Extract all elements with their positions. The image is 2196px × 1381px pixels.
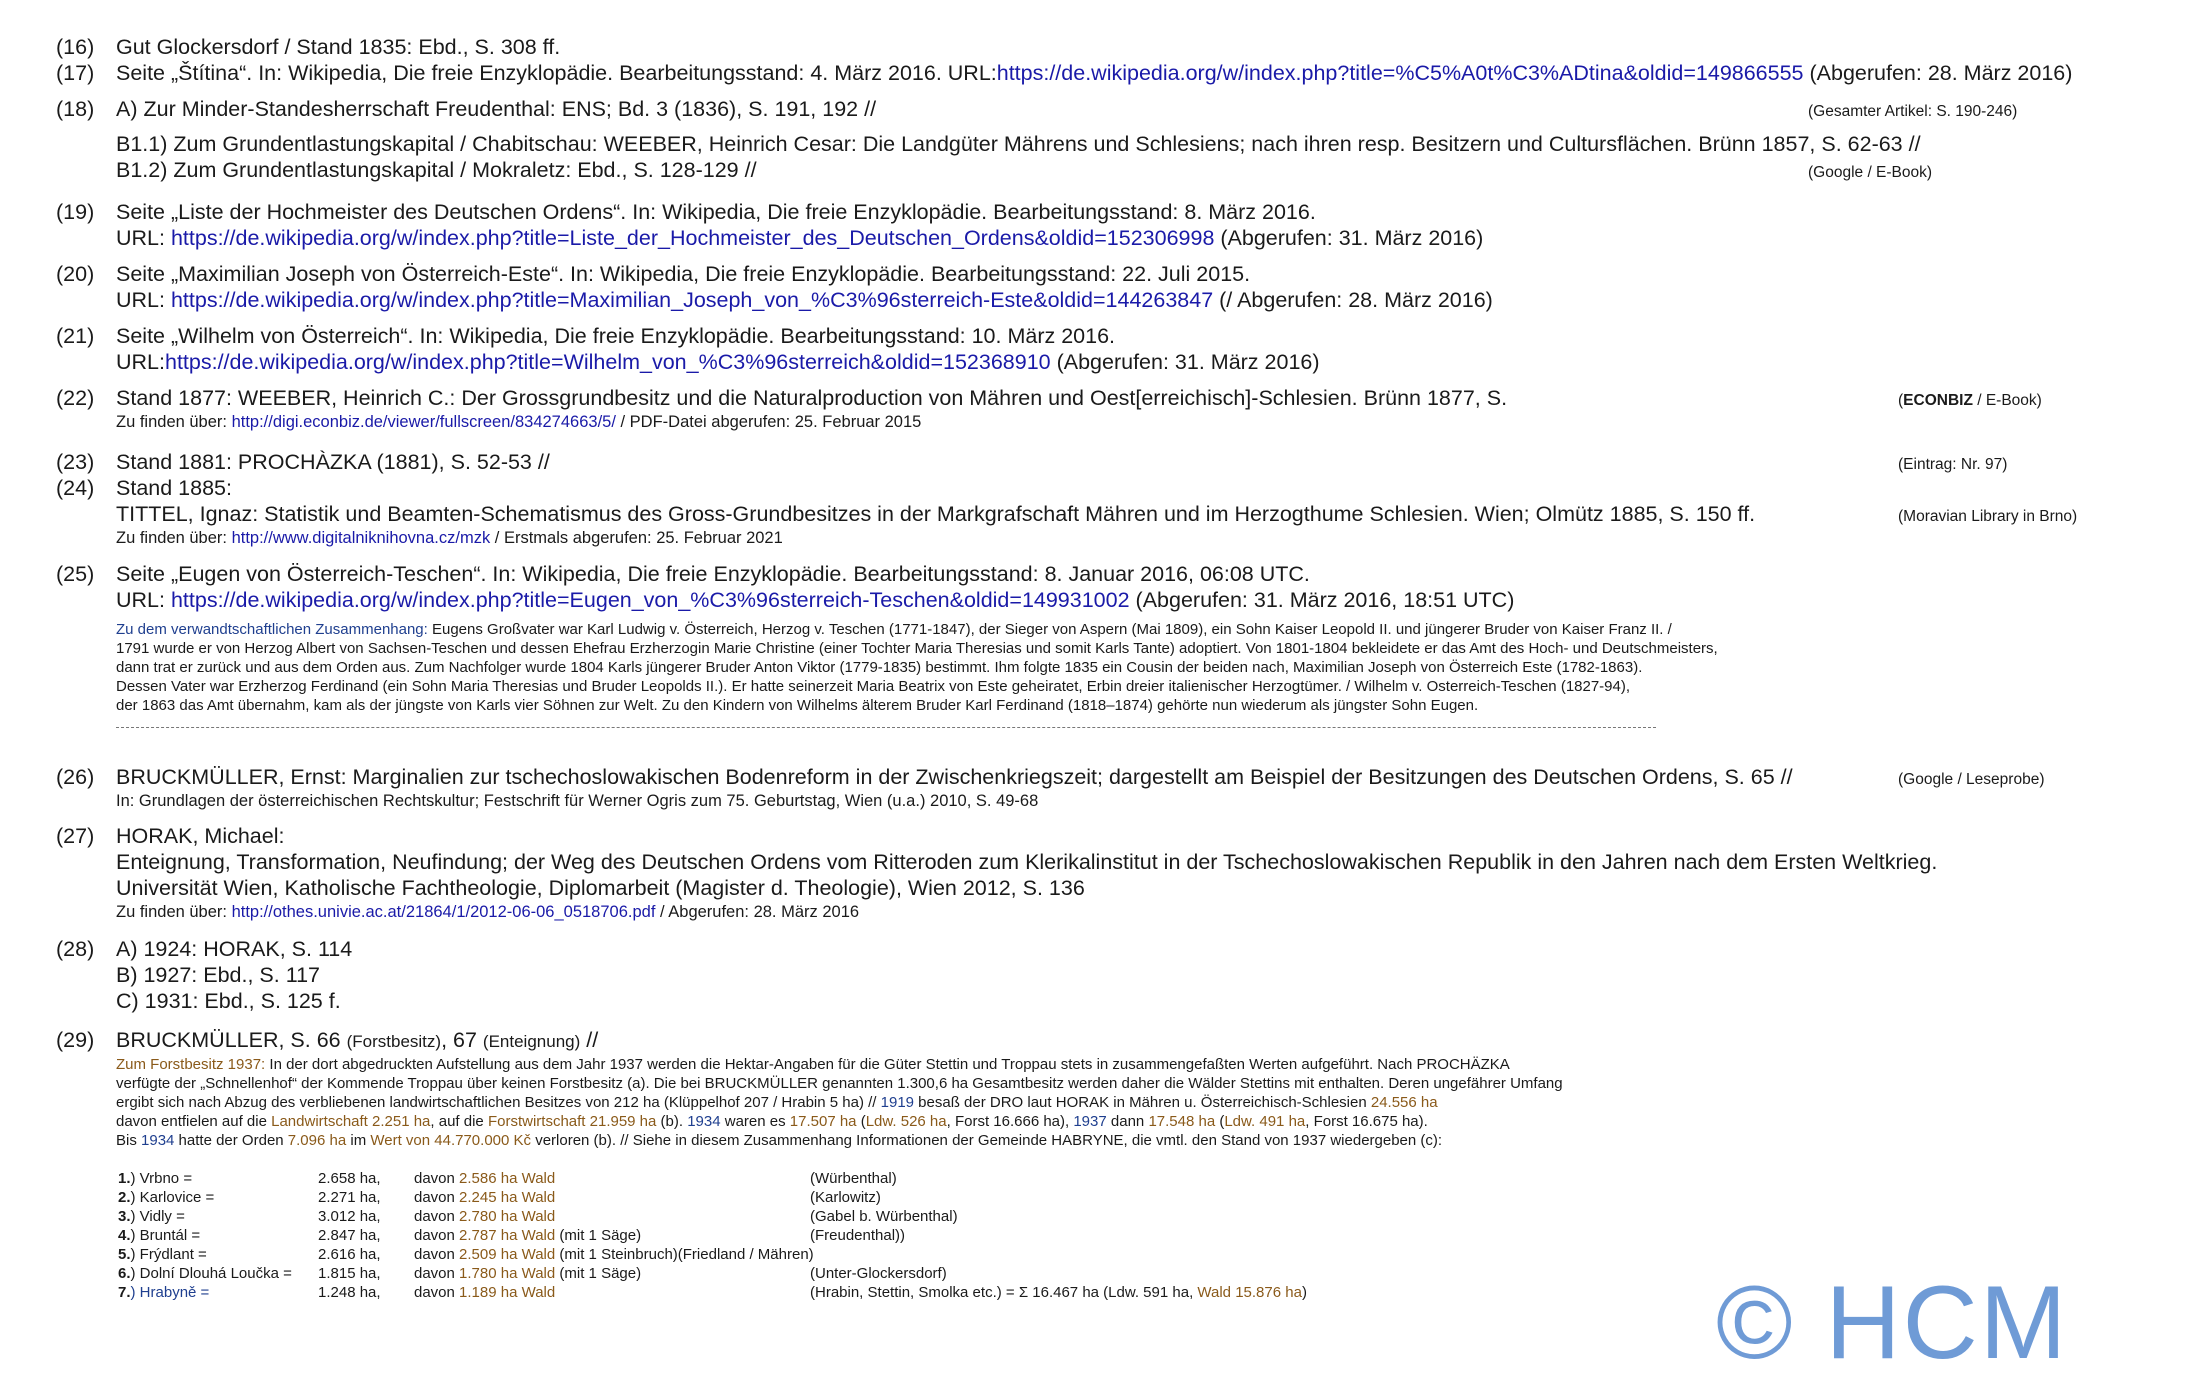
ref-text: A) Zur Minder-Standesherrschaft Freudenthal: ENS; Bd. 3 (1836), S. 191, 192 // bbox=[116, 97, 877, 121]
wikipedia-link[interactable]: https://de.wikipedia.org/w/index.php?title=Liste_der_Hochmeister_des_Deutschen_Ordens&oldid=152306998 bbox=[170, 226, 1215, 250]
ref-number: (16) bbox=[56, 35, 95, 59]
dashed-divider bbox=[116, 727, 1656, 728]
ref-text: B1.1) Zum Grundentlastungskapital / Chabitschau: WEEBER, Heinrich Cesar: Die Landgüter Mährens und Schlesiens; nach ihren resp. Besitzern und Cultursﬂächen. Brünn 1857, S. 62-63 // bbox=[116, 132, 1921, 156]
wikipedia-link[interactable]: https://de.wikipedia.org/w/index.php?title=%C5%A0t%C3%ADtina&oldid=149866555 bbox=[996, 61, 1804, 85]
table-row: 2.) Karlovice = 2.271 ha, davon 2.245 ha Wald (Karlowitz) bbox=[118, 1189, 881, 1206]
ref-number: (20) bbox=[56, 262, 95, 286]
retrieved-date: (Abgerufen: 31. März 2016, 18:51 UTC) bbox=[1129, 588, 1515, 612]
othes-link[interactable]: http://othes.univie.ac.at/21864/1/2012-06-06_0518706.pdf bbox=[231, 903, 656, 921]
url-prefix: URL: bbox=[116, 226, 171, 250]
side-note: (Gesamter Artikel: S. 190-246) bbox=[1808, 103, 2018, 120]
ref-text: TITTEL, Ignaz: Statistik und Beamten-Schematismus des Gross-Grundbesitzes in der Markgrafschaft Mähren und im Herzogthume Schlesien. Wien; Olmütz 1885, S. 150 ff. bbox=[116, 502, 1756, 526]
copyright-watermark: © HCM bbox=[1716, 1265, 2069, 1381]
ref-number: (28) bbox=[56, 937, 95, 961]
table-row: 6.) Dolní Dlouhá Loučka = 1.815 ha, davon 1.780 ha Wald (mit 1 Säge) (Unter-Glockersdorf) bbox=[118, 1265, 947, 1282]
econbiz-link[interactable]: http://digi.econbiz.de/viewer/fullscreen/834274663/5/ bbox=[231, 413, 616, 431]
ref-text: Seite „Wilhelm von Österreich“. In: Wikipedia, Die freie Enzyklopädie. Bearbeitungsstand: 10. März 2016. bbox=[116, 324, 1116, 348]
url-prefix: URL: bbox=[116, 350, 165, 374]
ref-text: Stand 1877: WEEBER, Heinrich C.: Der Grossgrundbesitz und die Naturalproduction von Mähren und Oest[erreichisch]-Schlesien. Brünn 1877, S. bbox=[116, 386, 1508, 410]
retrieved-date: (Abgerufen: 31. März 2016) bbox=[1050, 350, 1320, 374]
ref-number: (19) bbox=[56, 200, 95, 224]
wikipedia-link[interactable]: https://de.wikipedia.org/w/index.php?title=Maximilian_Joseph_von_%C3%96sterreich-Este&oldid=144263847 bbox=[170, 288, 1214, 312]
ref-text: Seite „Štítina“. In: Wikipedia, Die freie Enzyklopädie. Bearbeitungsstand: 4. März 2016. URL: bbox=[116, 61, 997, 85]
ref-number: (23) bbox=[56, 450, 95, 474]
note-label: Zum Forstbesitz 1937: bbox=[116, 1056, 266, 1073]
ref-text: Gut Glockersdorf / Stand 1835: Ebd., S. 308 ff. bbox=[116, 35, 561, 59]
wikipedia-link[interactable]: https://de.wikipedia.org/w/index.php?title=Eugen_von_%C3%96sterreich-Teschen&oldid=149931002 bbox=[170, 588, 1130, 612]
ref-text: Stand 1885: bbox=[116, 476, 232, 500]
ref-text: Seite „Maximilian Joseph von Österreich-Este“. In: Wikipedia, Die freie Enzyklopädie. Bearbeitungsstand: 22. Juli 2015. bbox=[116, 262, 1251, 286]
side-note: (Moravian Library in Brno) bbox=[1898, 508, 2078, 525]
ref-text: Stand 1881: PROCHÀZKA (1881), S. 52-53 // bbox=[116, 450, 550, 474]
side-note: (Google / Leseprobe) bbox=[1898, 771, 2045, 788]
url-prefix: URL: bbox=[116, 288, 171, 312]
side-note: (Google / E-Book) bbox=[1808, 164, 1933, 181]
ref-text: Seite „Eugen von Österreich-Teschen“. In: Wikipedia, Die freie Enzyklopädie. Bearbeitungsstand: 8. Januar 2016, 06:08 UTC. bbox=[116, 562, 1310, 586]
ref-number: (17) bbox=[56, 61, 95, 85]
ref-text: B1.2) Zum Grundentlastungskapital / Mokraletz: Ebd., S. 128-129 // bbox=[116, 158, 757, 182]
ref-number: (26) bbox=[56, 765, 95, 789]
ref-number: (22) bbox=[56, 386, 95, 410]
wikipedia-link[interactable]: https://de.wikipedia.org/w/index.php?title=Wilhelm_von_%C3%96sterreich&oldid=152368910 bbox=[164, 350, 1051, 374]
table-row: 4.) Bruntál = 2.847 ha, davon 2.787 ha Wald (mit 1 Säge) (Freudenthal)) bbox=[118, 1227, 906, 1244]
library-link[interactable]: http://www.digitalniknihovna.cz/mzk bbox=[231, 529, 491, 547]
table-row: 1.) Vrbno = 2.658 ha, davon 2.586 ha Wald (Würbenthal) bbox=[118, 1170, 897, 1187]
ref-text: HORAK, Michael: bbox=[116, 824, 285, 848]
url-prefix: URL: bbox=[116, 588, 171, 612]
ref-number: (29) bbox=[56, 1028, 95, 1052]
side-note: (Eintrag: Nr. 97) bbox=[1898, 456, 2008, 473]
retrieved-date: (/ Abgerufen: 28. März 2016) bbox=[1213, 288, 1493, 312]
side-note: (ECONBIZ / E-Book) bbox=[1898, 392, 2042, 409]
ref-number: (25) bbox=[56, 562, 95, 586]
ref-text: Seite „Liste der Hochmeister des Deutschen Ordens“. In: Wikipedia, Die freie Enzyklopädie. Bearbeitungsstand: 8. März 2016. bbox=[116, 200, 1316, 224]
ref-text: BRUCKMÜLLER, Ernst: Marginalien zur tschechoslowakischen Bodenreform in der Zwischenkriegszeit; dargestellt am Beispiel der Besitzungen des Deutschen Ordens, S. 65 // bbox=[116, 765, 1793, 789]
retrieved-date: (Abgerufen: 28. März 2016) bbox=[1803, 61, 2073, 85]
table-row: 3.) Vidly = 3.012 ha, davon 2.780 ha Wald (Gabel b. Würbenthal) bbox=[118, 1208, 958, 1225]
ref-number: (18) bbox=[56, 97, 95, 121]
retrieved-date: (Abgerufen: 31. März 2016) bbox=[1214, 226, 1484, 250]
note-label: Zu dem verwandtschaftlichen Zusammenhang: bbox=[116, 621, 428, 638]
table-row: 7.) Hrabyně = 1.248 ha, davon 1.189 ha Wald (Hrabin, Stettin, Smolka etc.) = Σ 16.467 ha (Ldw. 591 ha, Wald 15.876 ha) bbox=[118, 1284, 1307, 1301]
ref-number: (27) bbox=[56, 824, 95, 848]
ref-number: (24) bbox=[56, 476, 95, 500]
ref-number: (21) bbox=[56, 324, 95, 348]
table-row: 5.) Frýdlant = 2.616 ha, davon 2.509 ha Wald (mit 1 Steinbruch)(Friedland / Mähren) bbox=[118, 1246, 814, 1263]
